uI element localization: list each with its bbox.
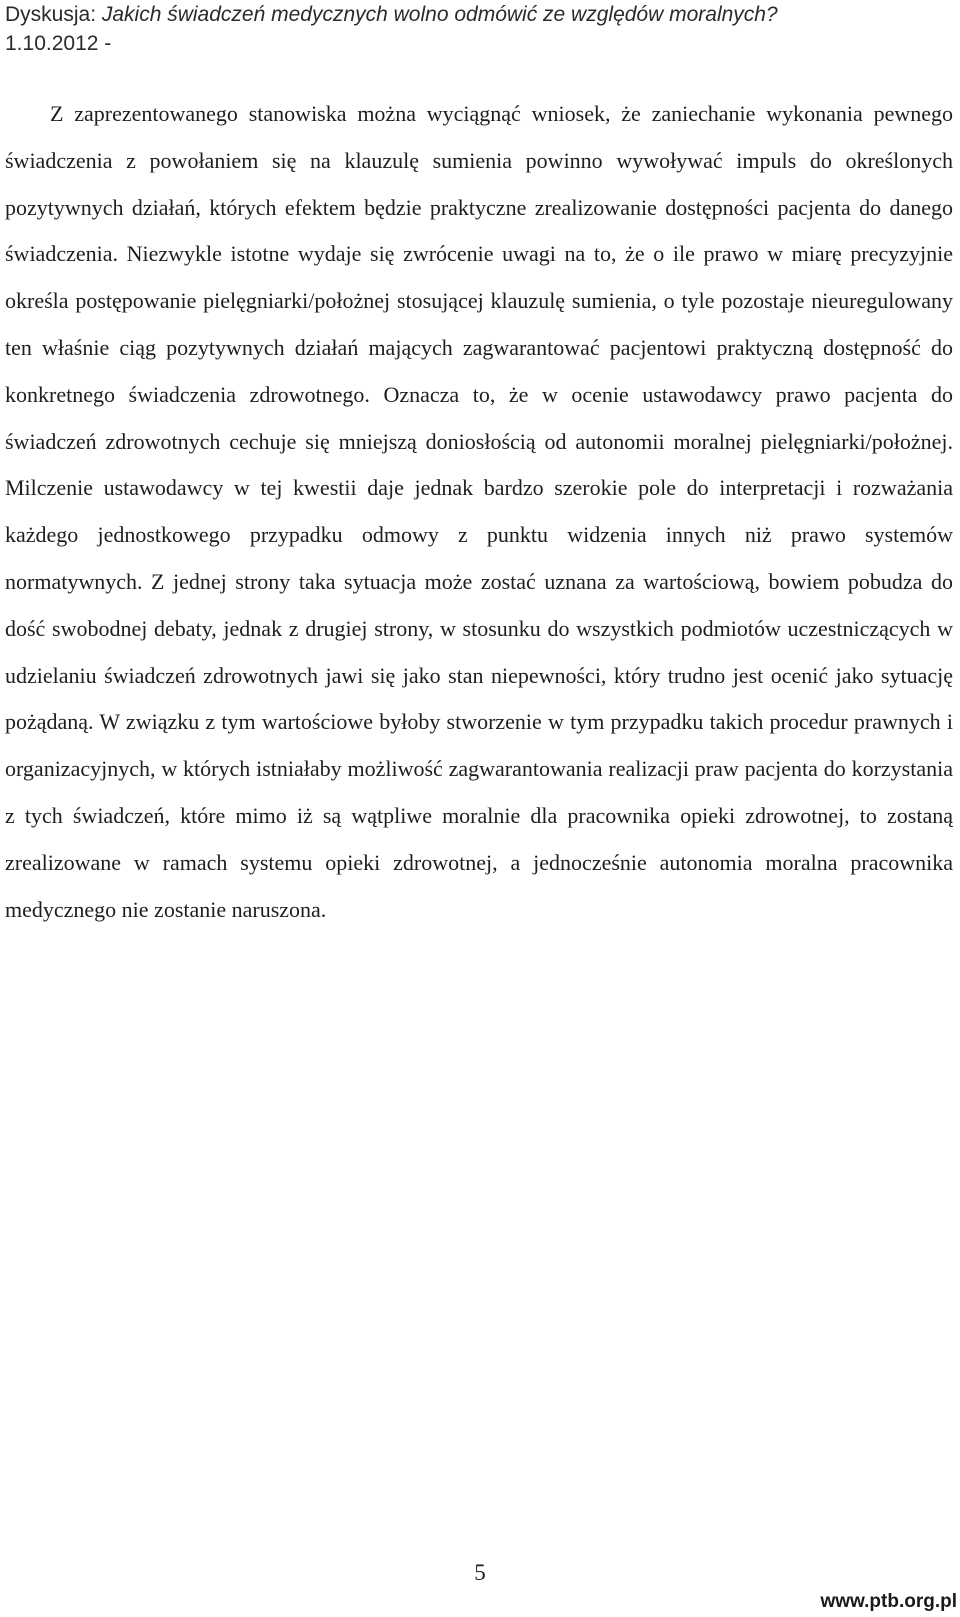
discussion-title-line — [5, 0, 945, 29]
discussion-date: 1.10.2012 - — [5, 32, 112, 55]
body-paragraph-text: Z zaprezentowanego stanowiska można wyciągnąć wniosek, że zaniechanie wykonania pewnego świadczenia z powołaniem się na klauzulę sumienia powinno wywoływać impuls do określonych pozytywnych działań, których efektem będzie praktyczne zrealizowanie dostępności pacjenta do danego świadczenia. Niezwykle istotne wydaje się zwrócenie uwagi na to, że o ile prawo w miarę precyzyjnie określa postępowanie pielęgniarki/położnej stosującej klauzulę sumienia, o tyle pozostaje nieuregulowany ten właśnie ciąg pozytywnych działań mających zagwarantować pacjentowi praktyczną dostępność do konkretnego świadczenia zdrowotnego. Oznacza to, że w ocenie ustawodawcy prawo pacjenta do świadczeń zdrowotnych cechuje się mniejszą doniosłością od autonomii moralnej pielęgniarki/położnej. Milczenie ustawodawcy w tej kwestii daje jednak bardzo szerokie pole do interpretacji i rozważania każdego jednostkowego przypadku odmowy z punktu widzenia innych niż prawo systemów normatywnych. Z jednej strony taka sytuacja może zostać uznana za wartościową, bowiem pobudza do dość swobodnej debaty, jednak z drugiej strony, w stosunku do wszystkich podmiotów uczestniczących w udzielaniu świadczeń zdrowotnych jawi się jako stan niepewności, który trudno jest ocenić jako sytuację pożądaną. W związku z tym wartościowe byłoby stworzenie w tym przypadku takich procedur prawnych i organizacyjnych, w których istniałaby możliwość zagwarantowania realizacji praw pacjenta do korzystania z tych świadczeń, które mimo iż są wątpliwe moralnie dla pracownika opieki zdrowotnej, to zostaną zrealizowane w ramach systemu opieki zdrowotnej, a jednocześnie autonomia moralna pracownika medycznego nie zostanie naruszona. — [5, 101, 953, 922]
discussion-label: Dyskusja: — [5, 3, 102, 26]
website-link[interactable]: www.ptb.org.pl — [820, 1591, 957, 1612]
body-paragraph — [5, 91, 953, 933]
document-header — [5, 0, 945, 58]
page-number: 5 — [474, 1560, 486, 1585]
discussion-topic: Jakich świadczeń medycznych wolno odmówić ze względów moralnych? — [101, 3, 778, 26]
